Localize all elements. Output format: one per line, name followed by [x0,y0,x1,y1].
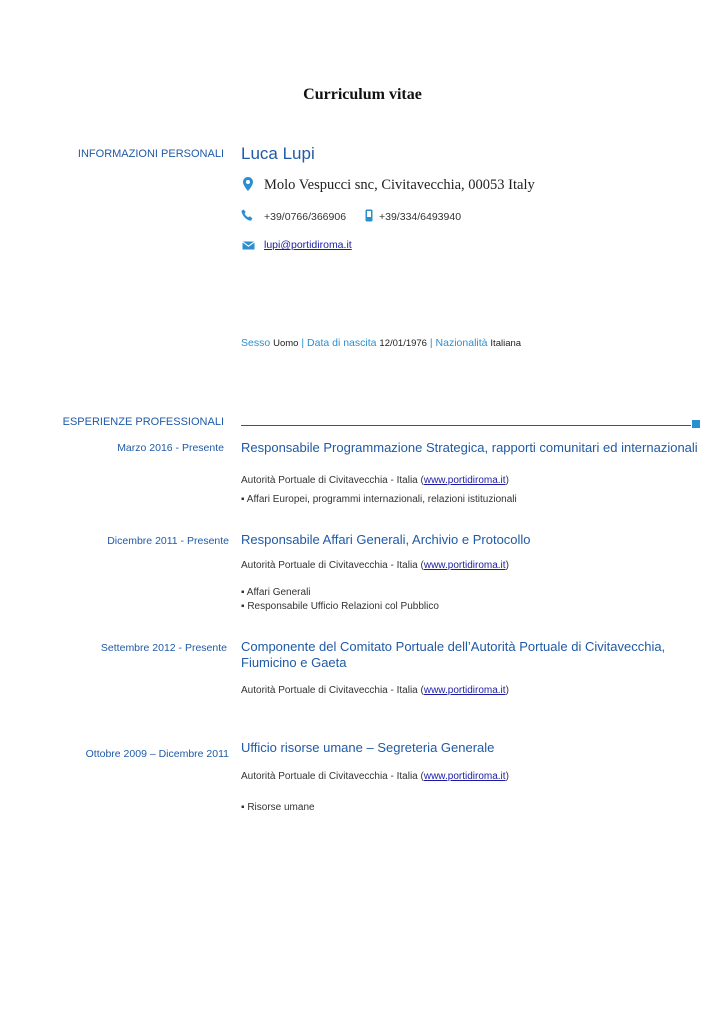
employer-suffix: ) [505,560,509,571]
phone-number: +39/0766/366906 [264,211,347,223]
job-date: Ottobre 2009 – Dicembre 2011 [85,748,229,760]
job-date: Marzo 2016 - Presente [117,442,224,454]
job-date: Dicembre 2011 - Presente [107,535,229,547]
job-title: Componente del Comitato Portuale dell’Autorità Portuale di Civitavecchia, Fiumicino e Gaeta [241,639,666,670]
address: Molo Vespucci snc, Civitavecchia, 00053 Italy [264,177,535,193]
employer-suffix: ) [505,475,509,486]
experience-section-label: ESPERIENZE PROFESSIONALI [62,416,224,428]
employer-name: Autorità Portuale di Civitavecchia - Italia ( [241,685,424,696]
birth-value: 12/01/1976 [379,338,427,349]
person-name: Luca Lupi [241,144,315,163]
employer-link[interactable]: www.portidiroma.it [423,560,506,571]
job-bullet: ▪ Responsabile Ufficio Relazioni col Pubblico [241,601,439,612]
personal-info-section-label: INFORMAZIONI PERSONALI [77,148,224,160]
employer-suffix: ) [505,771,509,782]
job-title: Responsabile Programmazione Strategica, rapporti comunitari ed internazionali [241,440,698,455]
sex-value: Uomo [273,338,299,349]
employer-suffix: ) [505,685,509,696]
section-divider [241,425,691,426]
employer-link[interactable]: www.portidiroma.it [423,685,506,696]
employer-line [241,475,509,486]
email-icon [242,241,255,250]
job-bullet: ▪ Risorse umane [241,802,315,813]
birth-label: Data di nascita [307,337,377,349]
employer-link[interactable]: www.portidiroma.it [423,771,506,782]
job-title: Responsabile Affari Generali, Archivio e Protocollo [241,532,531,547]
employer-line [241,771,509,782]
job-bullet: ▪ Affari Europei, programmi internazionali, relazioni istituzionali [241,494,517,505]
employer-name: Autorità Portuale di Civitavecchia - Italia ( [241,560,424,571]
section-divider-marker [692,420,700,428]
employer-line [241,685,509,696]
employer-line [241,560,509,571]
job-date: Settembre 2012 - Presente [100,642,227,654]
employer-link[interactable]: www.portidiroma.it [423,475,506,486]
personal-details-line [241,337,521,349]
nationality-value: Italiana [490,338,522,349]
nationality-label: Nazionalità [435,337,488,349]
email-link[interactable]: lupi@portidiroma.it [264,239,352,251]
phone-icon [241,209,254,222]
sex-label: Sesso [241,337,271,349]
separator: | [429,337,433,349]
mobile-number: +39/334/6493940 [379,211,462,223]
mobile-phone-icon [365,209,373,222]
separator: | [301,337,305,349]
job-bullet: ▪ Affari Generali [241,587,311,598]
location-pin-icon [243,177,253,191]
employer-name: Autorità Portuale di Civitavecchia - Italia ( [241,771,424,782]
job-title: Ufficio risorse umane – Segreteria Generale [241,740,495,755]
employer-name: Autorità Portuale di Civitavecchia - Italia ( [241,475,424,486]
page-title: Curriculum vitae [303,86,422,103]
